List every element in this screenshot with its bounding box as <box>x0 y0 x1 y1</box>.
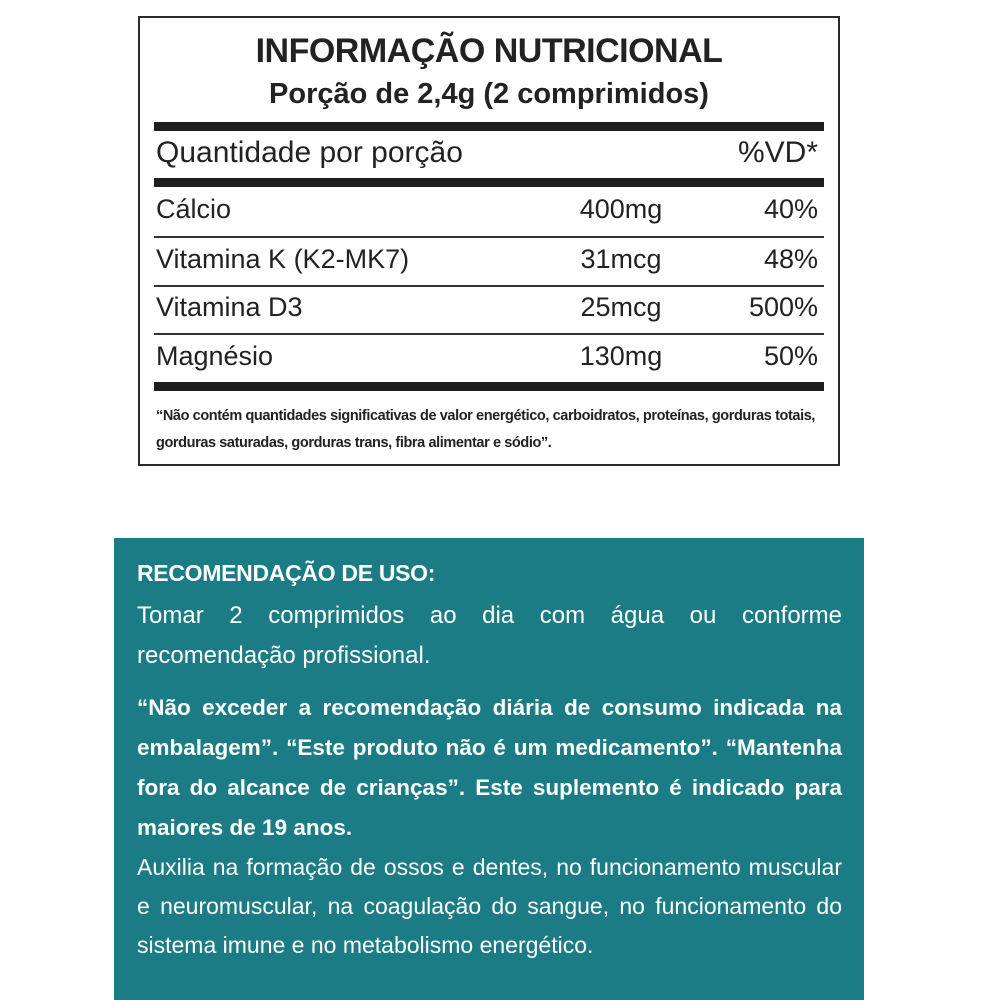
usage-warnings: “Não exceder a recomendação diária de consumo indicada na embalagem”. “Este produto não é um medicamento”. “Mantenha fora do alcance de crianças”. Este suplemento é indicado para maiores de 19 anos. <box>137 695 842 840</box>
divider-thin <box>154 236 824 238</box>
nutrient-vd: 500% <box>748 292 818 322</box>
usage-recommendation-box <box>114 538 864 1000</box>
nutrient-name: Vitamina D3 <box>156 292 303 322</box>
divider-thin <box>154 333 824 335</box>
divider-thin <box>154 285 824 287</box>
table-row <box>156 244 818 284</box>
usage-title: RECOMENDAÇÃO DE USO: <box>137 560 436 586</box>
divider-thick <box>154 178 824 187</box>
nutrient-amount: 130mg <box>579 341 663 371</box>
usage-instructions: Tomar 2 comprimidos ao dia com água ou conforme recomendação profissional. <box>137 602 842 669</box>
nutrition-title: INFORMAÇÃO NUTRICIONAL <box>255 32 723 70</box>
nutrient-amount: 31mcg <box>580 244 662 274</box>
nutrient-name: Magnésio <box>156 341 274 371</box>
nutrient-amount: 25mcg <box>580 292 662 322</box>
table-row <box>156 292 818 332</box>
quantity-header: Quantidade por porção <box>156 136 463 169</box>
nutrient-vd: 48% <box>763 244 818 274</box>
nutrient-name: Cálcio <box>156 194 232 224</box>
nutrient-vd: 40% <box>763 194 818 224</box>
table-row <box>156 194 818 234</box>
portion-size: Porção de 2,4g (2 comprimidos) <box>269 78 709 110</box>
nutrition-facts-panel <box>138 16 840 466</box>
product-benefits: Auxilia na formação de ossos e dentes, no funcionamento muscular e neuromuscular, na coagulação do sangue, no funcionamento do sistema imune e no metabolismo energético. <box>137 854 842 958</box>
table-header-row <box>156 136 818 176</box>
nutrition-footnote: “Não contém quantidades significativas de valor energético, carboidratos, proteínas, gorduras totais, gorduras saturadas, gorduras trans, fibra alimentar e sódio”. <box>156 408 815 451</box>
nutrient-name: Vitamina K (K2-MK7) <box>156 244 410 274</box>
nutrient-amount: 400mg <box>579 194 663 224</box>
divider-thick <box>154 382 824 391</box>
nutrient-vd: 50% <box>763 341 818 371</box>
vd-header: %VD* <box>737 136 818 169</box>
divider-thick <box>154 122 824 131</box>
table-row <box>156 341 818 381</box>
